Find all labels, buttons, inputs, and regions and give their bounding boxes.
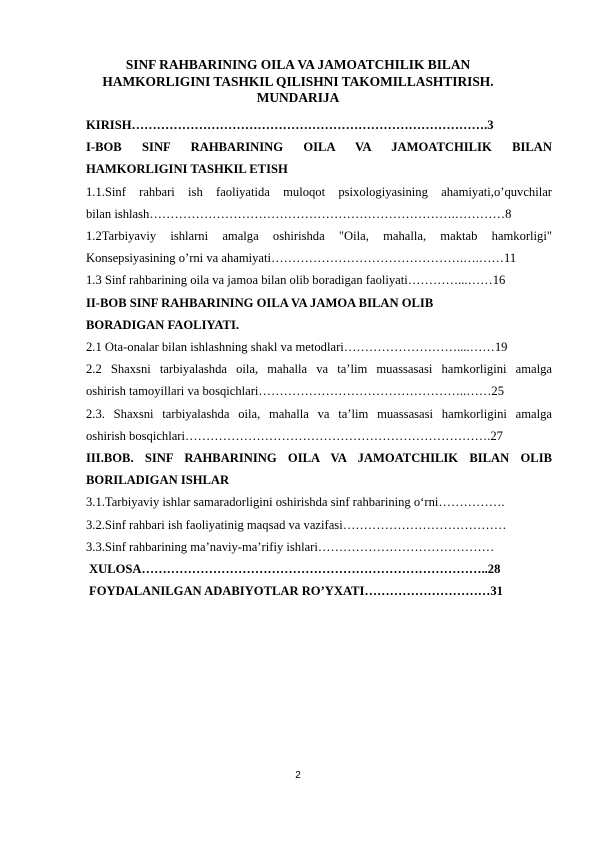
title-line-2: HAMKORLIGINI TASHKIL QILISHNI TAKOMILLASHTIRISH. (102, 73, 494, 89)
toc-chapter-3-title-cont: BORILADIGAN ISHLAR (86, 473, 230, 488)
toc-entry-3-3: 3.3.Sinf rahbarining ma’naviy-ma’rifiy ishlari…………………………………… (86, 539, 495, 554)
toc-entry-2-3: 2.3. Shaxsni tarbiyalashda oila, mahalla va ta’lim muassasasi hamkorligini amalga (86, 406, 552, 421)
toc-entry-1-2: 1.2Tarbiyaviy ishlarni amalga oshirishda "Oila, mahalla, maktab hamkorligi" (86, 229, 552, 244)
toc-entry-2-1: 2.1 Ota-onalar bilan ishlashning shakl va metodlari………………………....……19 (86, 340, 508, 355)
toc-entry-adabiyotlar: FOYDALANILGAN ADABIYOTLAR RO’YXATI…………………………31 (89, 584, 503, 599)
toc-entry-kirish: KIRISH………………………………………………………………………….3 (86, 118, 494, 132)
toc-chapter-2-title: II-BOB SINF RAHBARINING OILA VA JAMOA BILAN OLIB (86, 295, 434, 310)
title-line-1: SINF RAHBARINING OILA VA JAMOATCHILIK BILAN (125, 57, 471, 72)
toc-entry-2-2-cont: oshirish tamoyillari va bosqichlari…………………………………………..……25 (86, 384, 505, 399)
toc-entry-1-1: 1.1.Sinf rahbari ish faoliyatida muloqot psixologiyasining ahamiyati,o’quvchilar (86, 184, 552, 199)
table-of-contents (86, 114, 552, 602)
toc-entry-2-3-cont: oshirish bosqichlari……………………………………………………………….27 (86, 428, 503, 443)
document-title (86, 57, 510, 107)
page-number: 2 (295, 770, 301, 781)
mundarija-heading: MUNDARIJA (256, 90, 340, 106)
toc-chapter-1-title-cont: HAMKORLIGINI TASHKIL ETISH (86, 162, 288, 177)
toc-chapter-3-title: III.BOB. SINF RAHBARINING OILA VA JAMOATCHILIK BILAN OLIB (86, 451, 552, 466)
toc-entry-1-1-cont: bilan ishlash……………………………………………………………….…………8 (86, 206, 512, 221)
toc-entry-3-1: 3.1.Tarbiyaviy ishlar samaradorligini oshirishda sinf rahbarining o‘rni……………. (86, 495, 505, 510)
toc-entry-1-2-cont: Konsepsiyasining o’rni va ahamiyati……………………………………….….……11 (86, 251, 517, 266)
toc-entry-1-3: 1.3 Sinf rahbarining oila va jamoa bilan olib boradigan faoliyati…………...……16 (86, 273, 506, 288)
toc-entry-3-2: 3.2.Sinf rahbari ish faoliyatinig maqsad va vazifasi………………………………… (86, 517, 507, 532)
toc-chapter-1-title: I-BOB SINF RAHBARINING OILA VA JAMOATCHILIK BILAN (86, 140, 552, 155)
toc-entry-2-2: 2.2 Shaxsni tarbiyalashda oila, mahalla va ta’lim muassasasi hamkorligini amalga (86, 362, 552, 377)
toc-entry-xulosa: XULOSA………………………………………………………………………..28 (89, 562, 501, 577)
toc-chapter-2-title-cont: BORADIGAN FAOLIYATI. (86, 317, 240, 332)
